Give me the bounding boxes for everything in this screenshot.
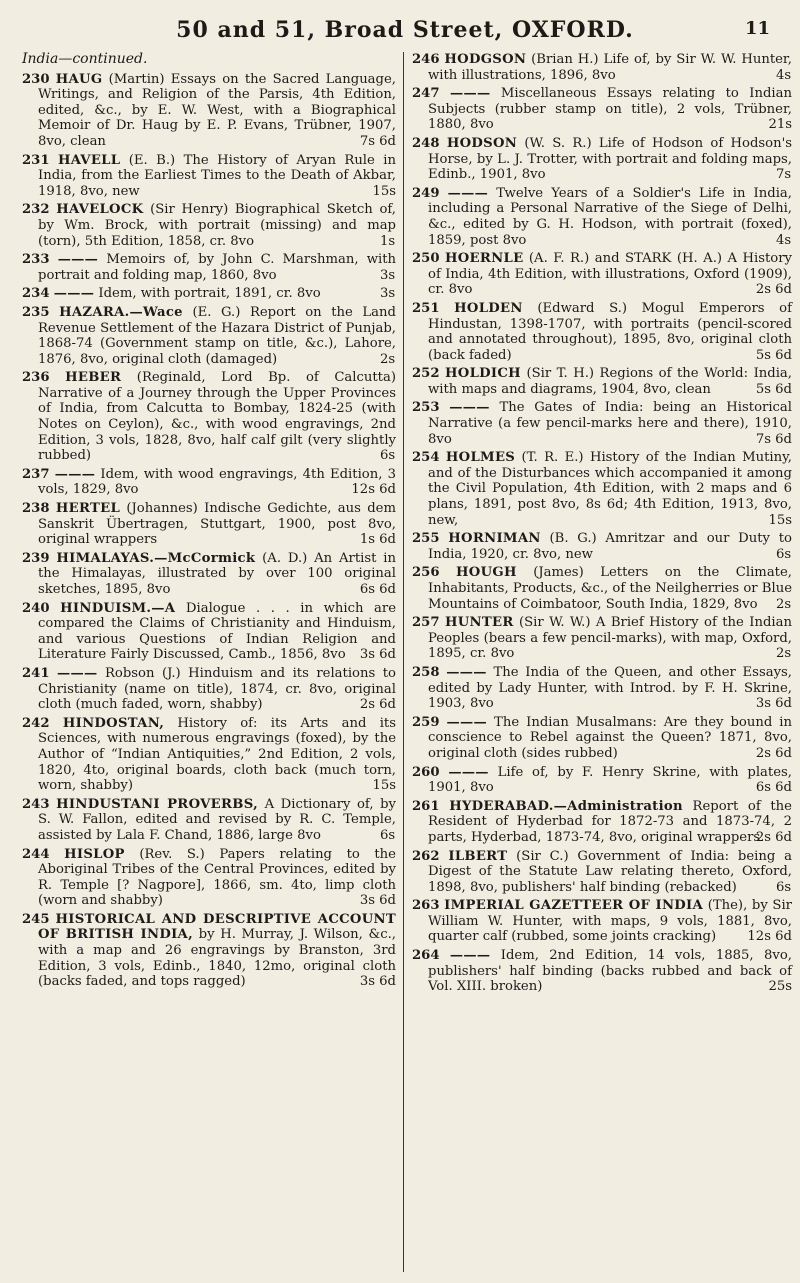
entry-heading: ——— — [446, 664, 487, 680]
entry-price: 15s — [768, 512, 792, 528]
entry-heading: HOERNLE — [445, 251, 524, 267]
entry-heading: ——— — [57, 252, 99, 268]
catalogue-entry — [412, 251, 792, 298]
entry-heading: HINDOSTAN, — [62, 715, 165, 731]
entry-number: 235 — [22, 304, 50, 320]
entry-price: 2s 6d — [755, 282, 792, 298]
catalogue-entry — [412, 52, 792, 83]
entry-number: 250 — [412, 251, 440, 267]
entry-description: (Rev. S.) Papers relating to the Aboriginal Tribes of the Central Provinces, edited by R. Temple [? Nagpore], 1866, sm. 4to, limp cloth (worn and shabby) — [38, 846, 396, 909]
entry-number: 246 — [412, 52, 440, 67]
catalogue-entry — [22, 716, 396, 794]
entry-price: 3s 6d — [359, 647, 396, 663]
entry-description: (T. R. E.) History of the Indian Mutiny, and of the Disturbances which accompanied it among the Civil Population, 4th Edition, with 2 maps and 6 plans, 1891, post 8vo, 8s 6d; 4th Edition, 1913, 8vo, new, — [428, 450, 792, 528]
entry-heading: HODSON — [446, 135, 518, 151]
entry-number: 241 — [22, 665, 50, 681]
entry-description: Idem, with wood engravings, 4th Edition, 3 vols, 1829, 8vo — [38, 466, 396, 498]
entry-price: 15s — [372, 778, 396, 794]
entry-number: 238 — [22, 501, 50, 517]
entry-price: 7s 6d — [359, 133, 396, 149]
entry-number: 261 — [412, 798, 440, 814]
entry-number: 245 — [22, 911, 50, 927]
entry-number: 253 — [412, 400, 440, 416]
entry-description: (James) Letters on the Climate, Inhabitants, Products, &c., of the Neilgherries or Blue Mountains of Coimbatoor, South India, 1829, 8vo — [428, 565, 792, 612]
catalogue-entry — [412, 948, 792, 995]
entry-price: 25s — [768, 979, 792, 995]
entry-number: 237 — [22, 466, 50, 482]
entry-number: 251 — [412, 300, 440, 316]
entry-description: (W. S. R.) Life of Hodson of Hodson's Horse, by L. J. Trotter, with portrait and folding maps, Edinb., 1901, 8vo — [428, 135, 792, 183]
catalogue-entry — [22, 847, 396, 909]
entry-price: 3s 6d — [359, 893, 396, 909]
entry-price: 5s 6d — [755, 381, 792, 397]
entry-description: Report of the Resident of Hyderbad for 1872-73 and 1873-74, 2 parts, Hyderbad, 1873-74, 8vo, original wrappers — [428, 798, 792, 845]
catalogue-entry — [412, 898, 792, 945]
entry-number: 262 — [412, 848, 440, 864]
entry-number: 232 — [22, 202, 50, 218]
entry-description: (Sir Henry) Biographical Sketch of, by Wm. Brock, with portrait (missing) and map (torn), 5th Edition, 1858, cr. 8vo — [38, 202, 396, 249]
catalogue-entry — [412, 450, 792, 528]
entry-heading: HOUGH — [456, 565, 517, 581]
entry-heading: HODGSON — [444, 52, 527, 67]
entry-number: 247 — [412, 86, 440, 102]
entry-price: 6s — [380, 827, 396, 843]
entry-price: 4s — [776, 232, 792, 248]
entry-description: (Johannes) Indische Gedichte, aus dem Sanskrit Übertragen, Stuttgart, 1900, post 8vo, original wrappers — [38, 501, 396, 548]
catalogue-entry — [22, 153, 396, 200]
entry-description: (Sir T. H.) Regions of the World: India, with maps and diagrams, 1904, 8vo, clean — [428, 366, 792, 397]
entry-price: 6s — [380, 448, 396, 464]
entry-number: 248 — [412, 135, 440, 151]
entry-number: 240 — [22, 600, 50, 616]
catalogue-entry — [22, 252, 396, 283]
entry-description: (Sir C.) Government of India: being a Digest of the Statute Law relating thereto, Oxford, 1898, 8vo, publishers' half binding (rebacked) — [428, 848, 792, 895]
entry-price: 7s — [776, 167, 792, 183]
catalogue-entry — [22, 666, 396, 713]
left-entry-list — [22, 72, 396, 990]
entry-price: 7s 6d — [755, 431, 792, 447]
entry-number: 254 — [412, 450, 440, 466]
catalogue-entry — [412, 400, 792, 447]
entry-description: Dialogue . . . in which are compared the Claims of Christianity and Hinduism, and various Questions of Indian Religion and Literature Fairly Discussed, Camb., 1856, 8vo — [38, 600, 396, 663]
page-header — [40, 12, 770, 48]
catalogue-entry — [22, 797, 396, 844]
catalogue-entry — [22, 305, 396, 367]
entry-description: (Reginald, Lord Bp. of Calcutta) Narrative of a Journey through the Upper Provinces of India, from Calcutta to Bombay, 1824-25 (with Notes on Ceylon), &c., with wood engravings, 2nd Edition, 3 vols, 1828, 8vo, half calf gilt (very slightly rubbed) — [38, 370, 396, 464]
catalogue-entry — [412, 765, 792, 796]
catalogue-entry — [412, 615, 792, 662]
entry-price: 2s — [776, 596, 792, 612]
entry-heading: IMPERIAL GAZETTEER OF INDIA — [444, 898, 704, 914]
entry-description: Life of, by F. Henry Skrine, with plates, 1901, 8vo — [428, 764, 792, 796]
entry-heading: ——— — [449, 948, 491, 964]
entry-price: 15s — [372, 183, 396, 199]
entry-number: 259 — [412, 714, 440, 730]
entry-number: 233 — [22, 252, 50, 268]
catalogue-entry — [22, 286, 396, 302]
catalogue-entry — [412, 136, 792, 183]
catalogue-entry — [412, 531, 792, 562]
entry-heading: ——— — [449, 86, 491, 102]
entry-number: 244 — [22, 846, 50, 862]
entry-heading: ——— — [446, 714, 488, 730]
catalogue-entry — [412, 301, 792, 363]
catalogue-entry — [22, 202, 396, 249]
page-title: 50 and 51, Broad Street, OXFORD. — [176, 17, 634, 43]
entry-description: The Indian Musalmans: Are they bound in conscience to Rebel against the Queen? 1871, 8vo, original cloth (sides rubbed) — [428, 714, 792, 761]
entry-number: 230 — [22, 71, 50, 87]
right-entry-list — [412, 52, 792, 995]
entry-number: 256 — [412, 565, 440, 581]
entry-heading: ILBERT — [448, 848, 508, 864]
entry-heading: HEBER — [65, 370, 122, 386]
column-divider — [403, 52, 404, 1272]
catalogue-entry — [412, 186, 792, 248]
entry-description: (Edward S.) Mogul Emperors of Hindustan, 1398-1707, with portraits (pencil-scored and annotated throughout), 1895, 8vo, original cloth (back faded) — [428, 300, 793, 363]
entry-heading: HUNTER — [444, 615, 514, 631]
entry-heading: HISTORICAL AND DESCRIPTIVE ACCOUNT OF BRITISH INDIA, — [38, 911, 396, 943]
entry-description: Idem, with portrait, 1891, cr. 8vo — [98, 286, 321, 302]
entry-description: (Sir W. W.) A Brief History of the Indian Peoples (bears a few pencil-marks), with map, Oxford, 1895, cr. 8vo — [428, 615, 792, 662]
entry-number: 236 — [22, 370, 50, 386]
entry-description: The Gates of India: being an Historical Narrative (a few pencil-marks here and there), 1910, 8vo — [428, 400, 792, 447]
entry-number: 249 — [412, 185, 440, 201]
entry-heading: ——— — [54, 466, 96, 482]
entry-number: 239 — [22, 550, 50, 566]
entry-description: (Martin) Essays on the Sacred Language, Writings, and Religion of the Parsis, 4th Edition, edited, &c., by E. W. West, with a Biographical Memoir of Dr. Haug by E. P. Evans, Trübner, 1907, 8vo, clean — [38, 71, 396, 149]
entry-description: Twelve Years of a Soldier's Life in India, including a Personal Narrative of the Siege of Delhi, &c., edited by G. H. Hodson, with portrait (foxed), 1859, post 8vo — [428, 185, 792, 248]
entry-price: 2s 6d — [755, 829, 792, 845]
entry-heading: HINDUISM.—A — [60, 600, 176, 616]
entry-heading: HERTEL — [55, 501, 121, 517]
catalogue-entry — [22, 912, 396, 990]
entry-heading: ——— — [448, 764, 489, 780]
catalogue-entry — [412, 366, 792, 397]
entry-number: 231 — [22, 152, 50, 168]
entry-price: 3s — [380, 286, 396, 302]
entry-heading: ——— — [53, 286, 95, 302]
entry-description: (E. G.) Report on the Land Revenue Settlement of the Hazara District of Punjab, 1868-74 (Government stamp on title, &c.), Lahore, 1876, 8vo, original cloth (damaged) — [38, 304, 396, 367]
entry-heading: HYDERABAD.—Administration — [449, 798, 683, 814]
entry-heading: HAVELL — [57, 152, 121, 168]
catalogue-entry — [22, 72, 396, 150]
entry-heading: HINDUSTANI PROVERBS, — [56, 796, 258, 812]
catalogue-entry — [412, 799, 792, 846]
entry-price: 4s — [776, 67, 792, 83]
entry-description: The India of the Queen, and other Essays, edited by Lady Hunter, with Introd. by F. H. Skrine, 1903, 8vo — [428, 664, 792, 712]
entry-description: A Dictionary of, by S. W. Fallon, edited and revised by R. C. Temple, assisted by Lala F. Chand, 1886, large 8vo — [38, 796, 397, 843]
entry-price: 3s 6d — [359, 974, 396, 990]
entry-number: 258 — [412, 664, 440, 680]
page-number: 11 — [744, 18, 770, 39]
entry-number: 243 — [22, 796, 50, 812]
entry-number: 257 — [412, 615, 440, 631]
entry-heading: HOLDEN — [454, 300, 523, 316]
entry-price: 6s — [776, 546, 792, 562]
entry-description: (Brian H.) Life of, by Sir W. W. Hunter, with illustrations, 1896, 8vo — [428, 52, 792, 83]
entry-number: 242 — [22, 715, 50, 731]
entry-price: 6s 6d — [755, 780, 792, 796]
entry-price: 6s 6d — [359, 582, 396, 597]
entry-description: by H. Murray, J. Wilson, &c., with a map and 26 engravings by Branston, 3rd Edition, 3 vols, Edinb., 1840, 12mo, original cloth (backs faded, and tops ragged) — [38, 927, 396, 990]
entry-description: (B. G.) Amritzar and our Duty to India, 1920, cr. 8vo, new — [428, 531, 792, 562]
entry-heading: HIMALAYAS.—McCormick — [56, 550, 256, 566]
catalogue-entry — [22, 551, 396, 598]
entry-number: 234 — [22, 286, 50, 302]
right-column — [412, 52, 792, 1279]
entry-number: 255 — [412, 531, 440, 547]
entry-description: Idem, 2nd Edition, 14 vols, 1885, 8vo, publishers' half binding (backs rubbed and back of Vol. XIII. broken) — [428, 948, 792, 995]
left-column — [22, 52, 396, 1279]
catalogue-entry — [412, 715, 792, 762]
entry-heading: HAVELOCK — [56, 202, 144, 218]
entry-price: 12s 6d — [351, 482, 396, 498]
entry-price: 2s — [776, 646, 792, 662]
entry-price: 2s — [380, 351, 396, 367]
entry-price: 12s 6d — [747, 929, 792, 945]
entry-heading: ——— — [57, 665, 98, 681]
entry-heading: HOLMES — [445, 450, 516, 466]
entry-description: (A. D.) An Artist in the Himalayas, illustrated by over 100 original sketches, 1895, 8vo — [38, 550, 396, 597]
entry-description: (A. F. R.) and STARK (H. A.) A History of India, 4th Edition, with illustrations, Oxford (1909), cr. 8vo — [428, 251, 792, 298]
entry-heading: HAZARA.—Wace — [59, 304, 183, 320]
entry-price: 5s 6d — [755, 347, 792, 363]
entry-number: 263 — [412, 898, 440, 914]
catalogue-entry — [412, 565, 792, 612]
entry-price: 1s 6d — [359, 532, 396, 548]
entry-number: 252 — [412, 366, 440, 382]
entry-description: Memoirs of, by John C. Marshman, with portrait and folding map, 1860, 8vo — [38, 252, 396, 283]
entry-price: 2s 6d — [359, 697, 396, 713]
catalogue-entry — [412, 665, 792, 712]
catalogue-entry — [22, 370, 396, 464]
entry-price: 3s 6d — [755, 696, 792, 712]
entry-number: 260 — [412, 764, 440, 780]
entry-description: Miscellaneous Essays relating to Indian Subjects (rubber stamp on title), 2 vols, Trübner, 1880, 8vo — [428, 86, 792, 133]
entry-heading: HISLOP — [64, 846, 125, 862]
entry-heading: HOLDICH — [445, 366, 521, 382]
entry-heading: HORNIMAN — [448, 531, 541, 547]
catalogue-entry — [22, 501, 396, 548]
entry-price: 2s 6d — [755, 745, 792, 761]
catalogue-entry — [412, 849, 792, 896]
entry-price: 6s — [776, 879, 792, 895]
entry-description: (E. B.) The History of Aryan Rule in India, from the Earliest Times to the Death of Akbar, 1918, 8vo, new — [38, 152, 396, 199]
entry-price: 1s — [380, 233, 396, 249]
entry-price: 3s — [380, 267, 396, 283]
entry-number: 264 — [412, 948, 440, 964]
entry-description: History of: its Arts and its Sciences, with numerous engravings (foxed), by the Author of “Indian Antiquities,” 2nd Edition, 2 vols, 1820, 4to, original boards, cloth back (much torn, worn, shabby) — [38, 715, 396, 794]
entry-heading: ——— — [449, 400, 490, 416]
entry-price: 21s — [768, 117, 792, 133]
entry-description: Robson (J.) Hinduism and its relations to Christianity (name on title), 1874, cr. 8vo, original cloth (much faded, worn, shabby) — [38, 665, 396, 713]
catalogue-entry — [22, 601, 396, 663]
entry-description: (The), by Sir William W. Hunter, with maps, 9 vols, 1881, 8vo, quarter calf (rubbed, some joints cracking) — [428, 898, 792, 945]
section-heading: India—continued. — [22, 51, 148, 67]
entry-heading: HAUG — [55, 71, 103, 87]
entry-heading: ——— — [447, 185, 489, 201]
catalogue-entry — [22, 467, 396, 498]
catalogue-entry — [412, 86, 792, 133]
